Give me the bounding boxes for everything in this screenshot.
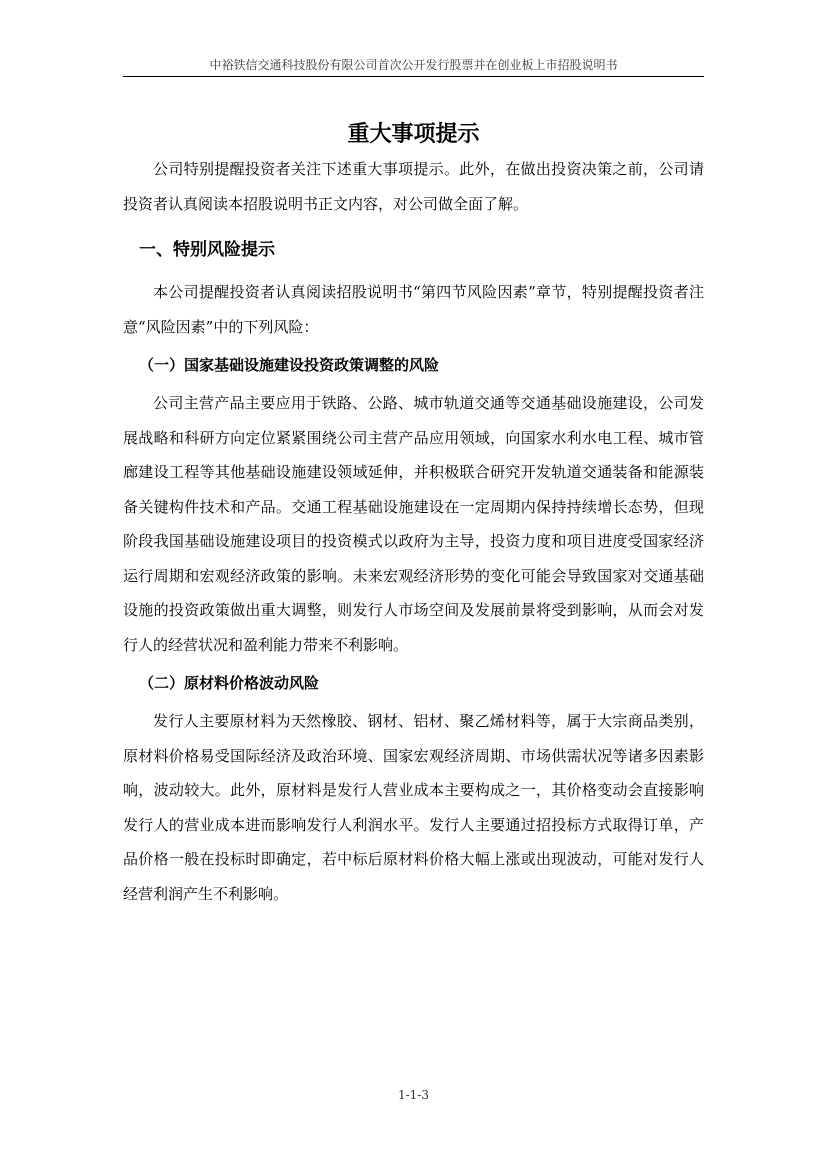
running-header: 中裕铁信交通科技股份有限公司首次公开发行股票并在创业板上市招股说明书 [209,58,618,72]
intro-paragraph: 公司特别提醒投资者关注下述重大事项提示。此外，在做出投资决策之前，公司请投资者认真阅读本招股说明书正文内容，对公司做全面了解。 [123,160,704,213]
document-title: 重大事项提示 [347,122,480,147]
document-body [123,118,704,911]
section-heading-special-risk: 一、特别风险提示 [139,240,275,260]
section-intro-paragraph: 本公司提醒投资者认真阅读招股说明书“第四节风险因素”章节，特别提醒投资者注意“风险因素”中的下列风险： [123,283,704,336]
header-divider [123,76,704,77]
material-price-risk-paragraph: 发行人主要原材料为天然橡胶、钢材、铝材、聚乙烯材料等，属于大宗商品类别，原材料价格易受国际经济及政治环境、国家宏观经济周期、市场供需状况等诸多因素影响，波动较大。此外，原材料是发行人营业成本主要构成之一，其价格变动会直接影响发行人的营业成本进而影响发行人利润水平。发行人主要通过招投标方式取得订单，产品价格一般在投标时即确定，若中标后原材料价格大幅上涨或出现波动，可能对发行人经营利润产生不利影响。 [123,712,704,903]
subsection-heading-material-price-risk: （二）原材料价格波动风险 [139,674,320,692]
page-number: 1-1-3 [397,1088,429,1102]
policy-risk-paragraph: 公司主营产品主要应用于铁路、公路、城市轨道交通等交通基础设施建设，公司发展战略和科研方向定位紧紧围绕公司主营产品应用领域，向国家水利水电工程、城市管廊建设工程等其他基础设施建设领域延伸，并积极联合研究开发轨道交通装备和能源装备关键构件技术和产品。交通工程基础设施建设在一定周期内保持持续增长态势，但现阶段我国基础设施建设项目的投资模式以政府为主导，投资力度和项目进度受国家经济运行周期和宏观经济政策的影响。未来宏观经济形势的变化可能会导致国家对交通基础设施的投资政策做出重大调整，则发行人市场空间及发展前景将受到影响，从而会对发行人的经营状况和盈利能力带来不利影响。 [123,394,704,654]
subsection-heading-policy-risk: （一）国家基础设施建设投资政策调整的风险 [139,356,440,374]
